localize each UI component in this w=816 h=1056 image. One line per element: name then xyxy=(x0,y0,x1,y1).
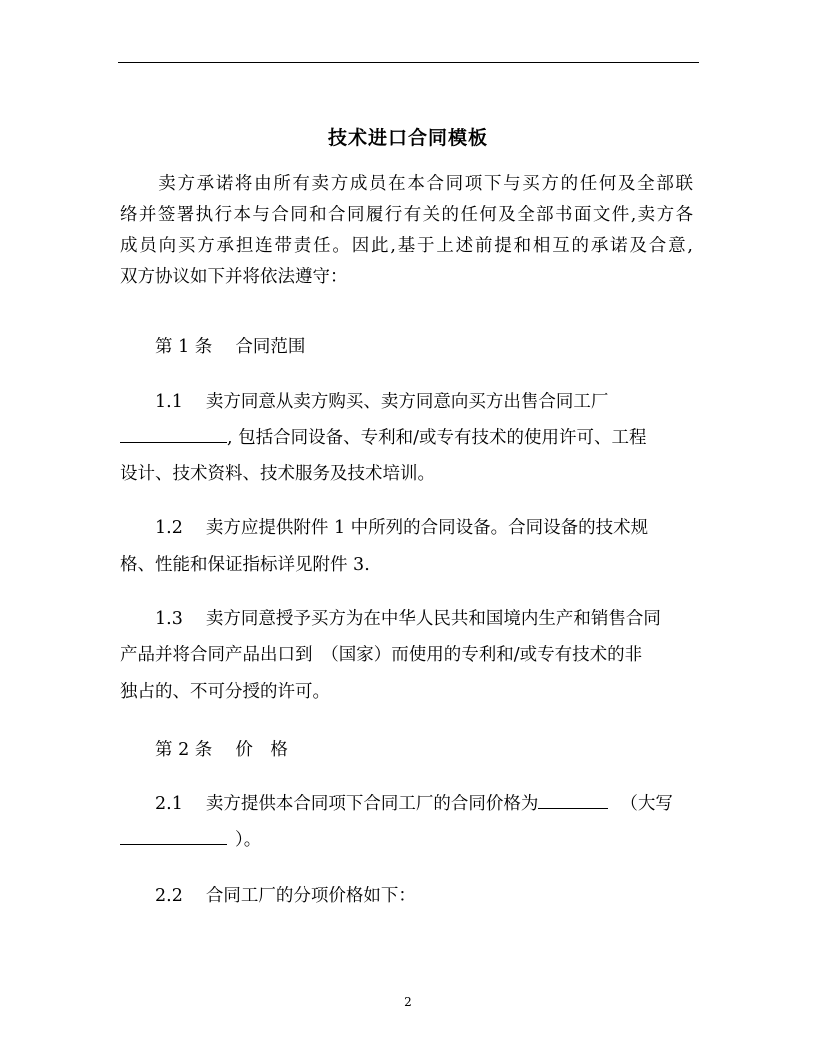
clause-2-1-line-1 xyxy=(120,790,673,818)
document-title: 技术进口合同模板 xyxy=(327,127,488,149)
clause-1-1-line-3: 设计、技术资料、技术服务及技术培训。 xyxy=(120,464,435,484)
clause-1-1-line-2-text: , 包括合同设备、专利和/或专有技术的使用许可、工程 xyxy=(227,428,647,448)
contract-price-blank xyxy=(538,790,608,809)
capital-amount-blank xyxy=(120,826,227,845)
clause-1-3-line-1: 1.3 卖方同意授予买方为在中华人民共和国境内生产和销售合同 xyxy=(120,609,661,629)
intro-line-3: 成员向买方承担连带责任。因此,基于上述前提和相互的承诺及合意, xyxy=(120,236,693,256)
article-1-heading: 第 1 条 合同范围 xyxy=(120,337,306,357)
header-rule xyxy=(118,62,699,63)
clause-2-1-line-2-text: ）。 xyxy=(235,830,262,850)
page-number: 2 xyxy=(404,995,412,1009)
clause-2-1-line-2 xyxy=(120,826,261,854)
intro-line-2: 络并签署执行本与合同和合同履行有关的任何及全部书面文件,卖方各 xyxy=(120,205,693,225)
intro-line-4: 双方协议如下并将依法遵守： xyxy=(120,267,348,287)
article-2-heading: 第 2 条 价 格 xyxy=(120,740,288,760)
clause-1-1-line-1: 1.1 卖方同意从卖方购买、卖方同意向买方出售合同工厂 xyxy=(120,392,609,412)
clause-1-2-line-2: 格、性能和保证指标详见附件 3. xyxy=(120,555,370,575)
clause-1-3-line-2: 产品并将合同产品出口到 （国家）而使用的专利和/或专有技术的非 xyxy=(120,645,643,665)
clause-1-1-line-2 xyxy=(120,424,647,452)
clause-1-3-line-3: 独占的、不可分授的许可。 xyxy=(120,682,330,702)
clause-2-1-line-1-text: 2.1 卖方提供本合同项下合同工厂的合同价格为 xyxy=(120,794,539,814)
plant-name-blank xyxy=(120,424,227,443)
intro-line-1: 卖方承诺将由所有卖方成员在本合同项下与买方的任何及全部联 xyxy=(120,174,693,194)
clause-2-2-line-1: 2.2 合同工厂的分项价格如下： xyxy=(120,886,416,906)
clause-2-1-capital-label: （大写 xyxy=(620,794,673,814)
clause-1-2-line-1: 1.2 卖方应提供附件 1 中所列的合同设备。合同设备的技术规 xyxy=(120,518,649,538)
